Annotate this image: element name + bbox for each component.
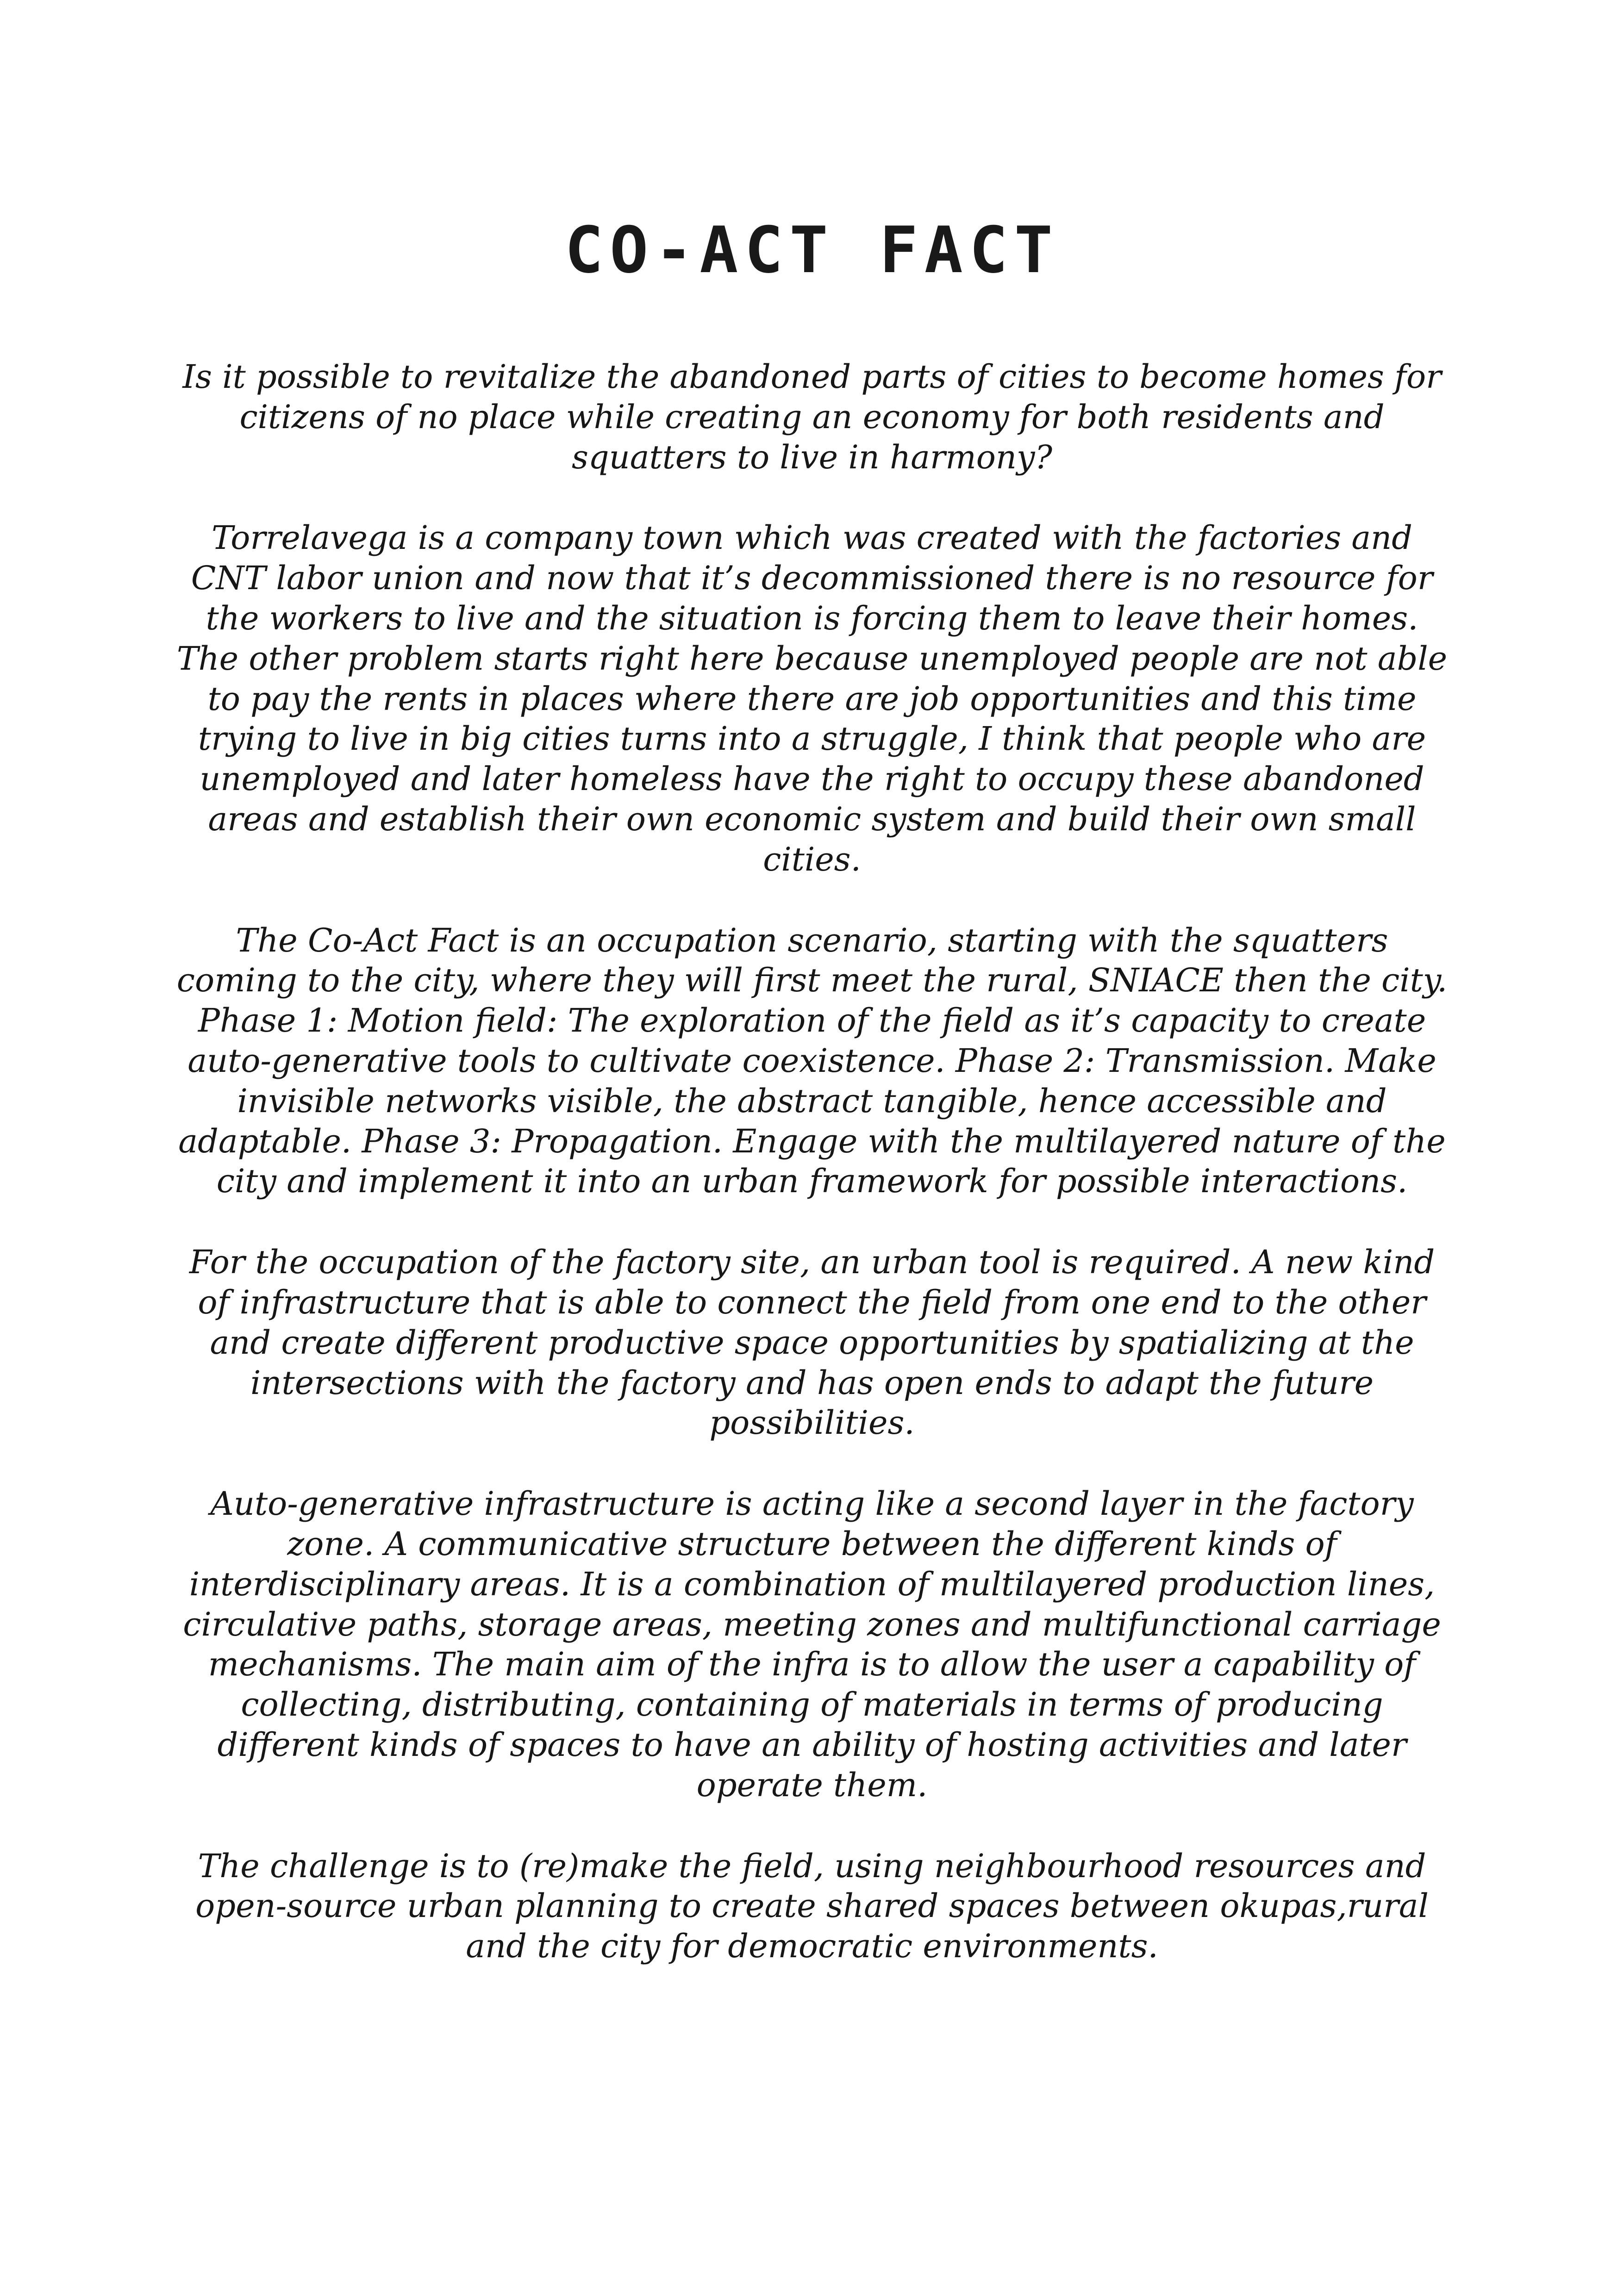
paragraph-auto-generative-infrastructure: Auto-generative infrastructure is acting like a second layer in the factory zone. A communicative structure between the different kinds of interdisciplinary areas. It is a combination of multilayered production lines, circulative paths, storage areas, meeting zones and multifunctional carriage mechanisms. The main aim of the infra is to allow the user a capability of collecting, distributing, containing of materials in terms of producing different kinds of spaces to have an ability of hosting activities and later operate them. <box>183 1485 1441 1804</box>
paragraph-occupation-scenario: The Co-Act Fact is an occupation scenario, starting with the squatters coming to the city, where they will first meet the rural, SNIACE then the city. Phase 1: Motion field: The exploration of the field as it’s capacity to create auto-generative tools to cultivate coexistence. Phase 2: Transmission. Make invisible networks visible, the abstract tangible, hence accessible and adaptable. Phase 3: Propagation. Engage with the multilayered nature of the city and implement it into an urban framework for possible interactions. <box>176 921 1448 1201</box>
paragraph-intro-question: Is it possible to revitalize the abandoned parts of cities to become homes for citizens of no place while creating an economy for both residents and squatters to live in harmony? <box>182 358 1442 476</box>
paragraph-urban-tool: For the occupation of the factory site, an urban tool is required. A new kind of infrastructure that is able to connect the field from one end to the other and create different productive space opportunities by spatializing at the intersections with the factory and has open ends to adapt the future possibilities. <box>189 1243 1435 1442</box>
paragraph-torrelavega: Torrelavega is a company town which was created with the factories and CNT labor union and now that it’s decommissioned there is no resource for the workers to live and the situation is forcing them to leave their homes. The other problem starts right here because unemployed people are not able to pay the rents in places where there are job opportunities and this time trying to live in big cities turns into a struggle, I think that people who are unemployed and later homeless have the right to occupy these abandoned areas and establish their own economic system and build their own small cities. <box>176 519 1448 878</box>
paragraph-challenge: The challenge is to (re)make the field, using neighbourhood resources and open-source urban planning to create shared spaces between okupas,rural and the city for democratic environments. <box>195 1847 1429 1966</box>
document-title: CO-ACT FACT <box>565 213 1059 287</box>
